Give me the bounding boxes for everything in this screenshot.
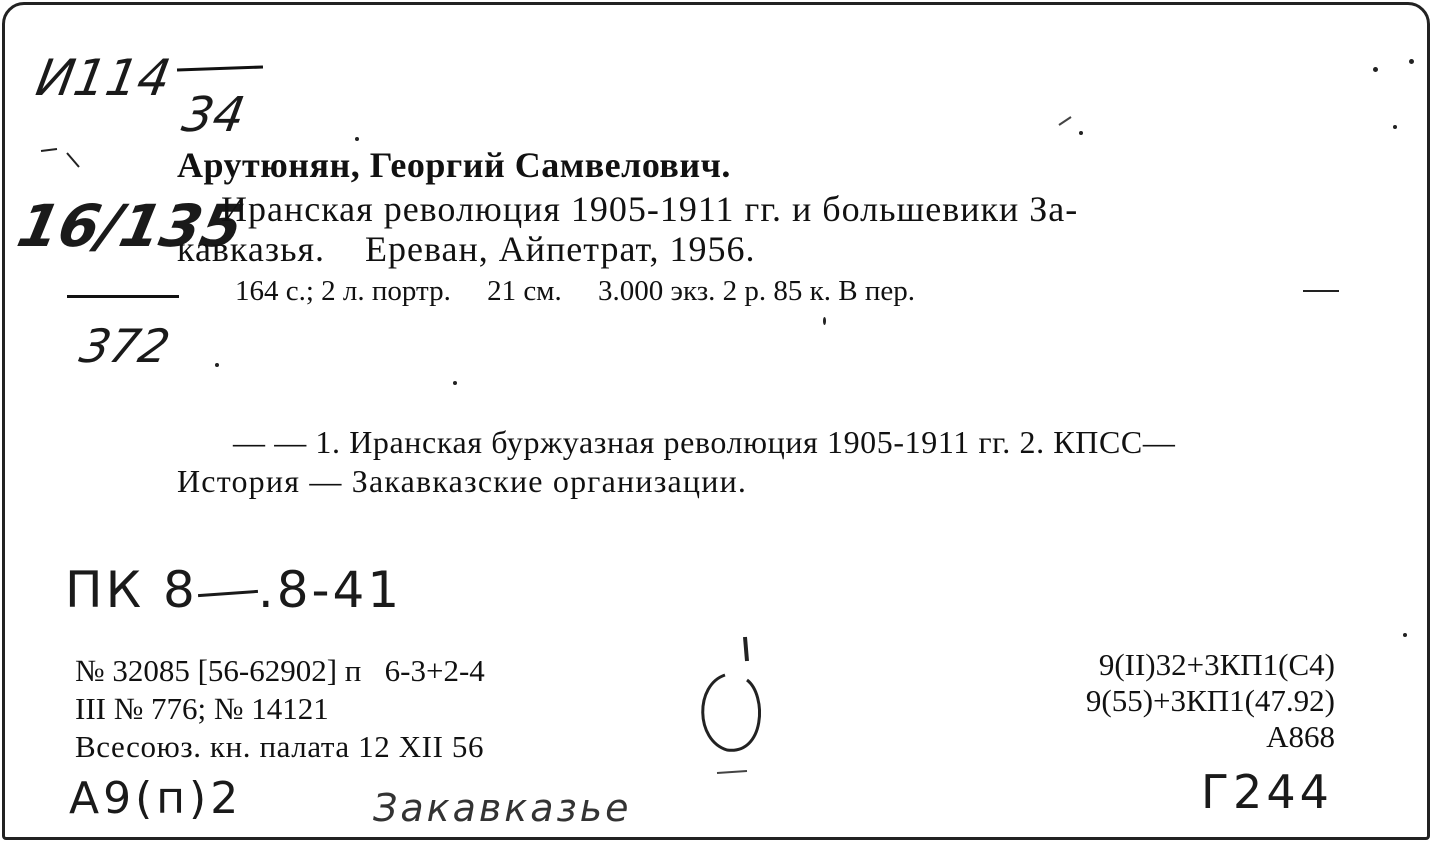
speck xyxy=(1393,125,1397,129)
handwritten-call-number: 16/135 xyxy=(11,192,250,260)
handwritten-bottom-word: Закавказье xyxy=(373,786,632,830)
speck xyxy=(823,317,826,325)
handwritten-bottom-code: А9(п)2 xyxy=(69,773,243,824)
speck xyxy=(1409,59,1414,64)
printing-line-1: № 32085 [56-62902] п 6-3+2-4 xyxy=(75,653,485,688)
classification-line-3: А868 xyxy=(1266,719,1335,754)
speck xyxy=(1403,633,1407,637)
corner-tick xyxy=(67,153,79,167)
classification-line-2: 9(55)+3КП1(47.92) xyxy=(1085,683,1335,718)
author-heading: Арутюнян, Георгий Самвелович. xyxy=(177,145,731,185)
speck xyxy=(453,381,457,385)
printing-line-3: Всесоюз. кн. палата 12 XII 56 xyxy=(75,729,485,764)
speck xyxy=(1079,131,1083,135)
punch-hole-tick xyxy=(745,637,747,661)
handwritten-shelf-number: 34 xyxy=(178,87,250,143)
pk-code-rest: .8-41 xyxy=(257,561,403,619)
underline-smudge xyxy=(717,771,747,773)
handwritten-call-number-lower: 372 xyxy=(75,319,175,373)
handwritten-shelf-mark: И114 xyxy=(31,49,175,107)
speck xyxy=(215,363,219,367)
title-line-2: кавказья. Ереван, Айпетрат, 1956. xyxy=(177,229,756,269)
classification-line-1: 9(II)32+3КП1(С4) xyxy=(1098,647,1335,682)
collation-line: 164 с.; 2 л. портр. 21 см. 3.000 экз. 2 р. 85 к. В пер. xyxy=(235,275,915,307)
printing-line-2: III № 776; № 14121 xyxy=(75,691,329,726)
handwritten-right-code: Г244 xyxy=(1201,765,1333,819)
subjects-line-2: История — Закавказские организации. xyxy=(177,463,748,499)
catalog-card xyxy=(2,2,1430,840)
title-line-1: Иранская революция 1905-1911 гг. и большевики За- xyxy=(221,189,1079,229)
speck xyxy=(1373,67,1378,72)
pk-code-prefix: ПК 8 xyxy=(65,561,198,619)
punch-hole-outline xyxy=(703,675,760,750)
subjects-line-1: — — 1. Иранская буржуазная революция 1905-1911 гг. 2. КПСС— xyxy=(233,424,1176,460)
stray-mark xyxy=(1059,117,1071,125)
corner-dash xyxy=(41,149,57,151)
scan-marks xyxy=(5,5,1433,843)
speck xyxy=(355,137,359,141)
